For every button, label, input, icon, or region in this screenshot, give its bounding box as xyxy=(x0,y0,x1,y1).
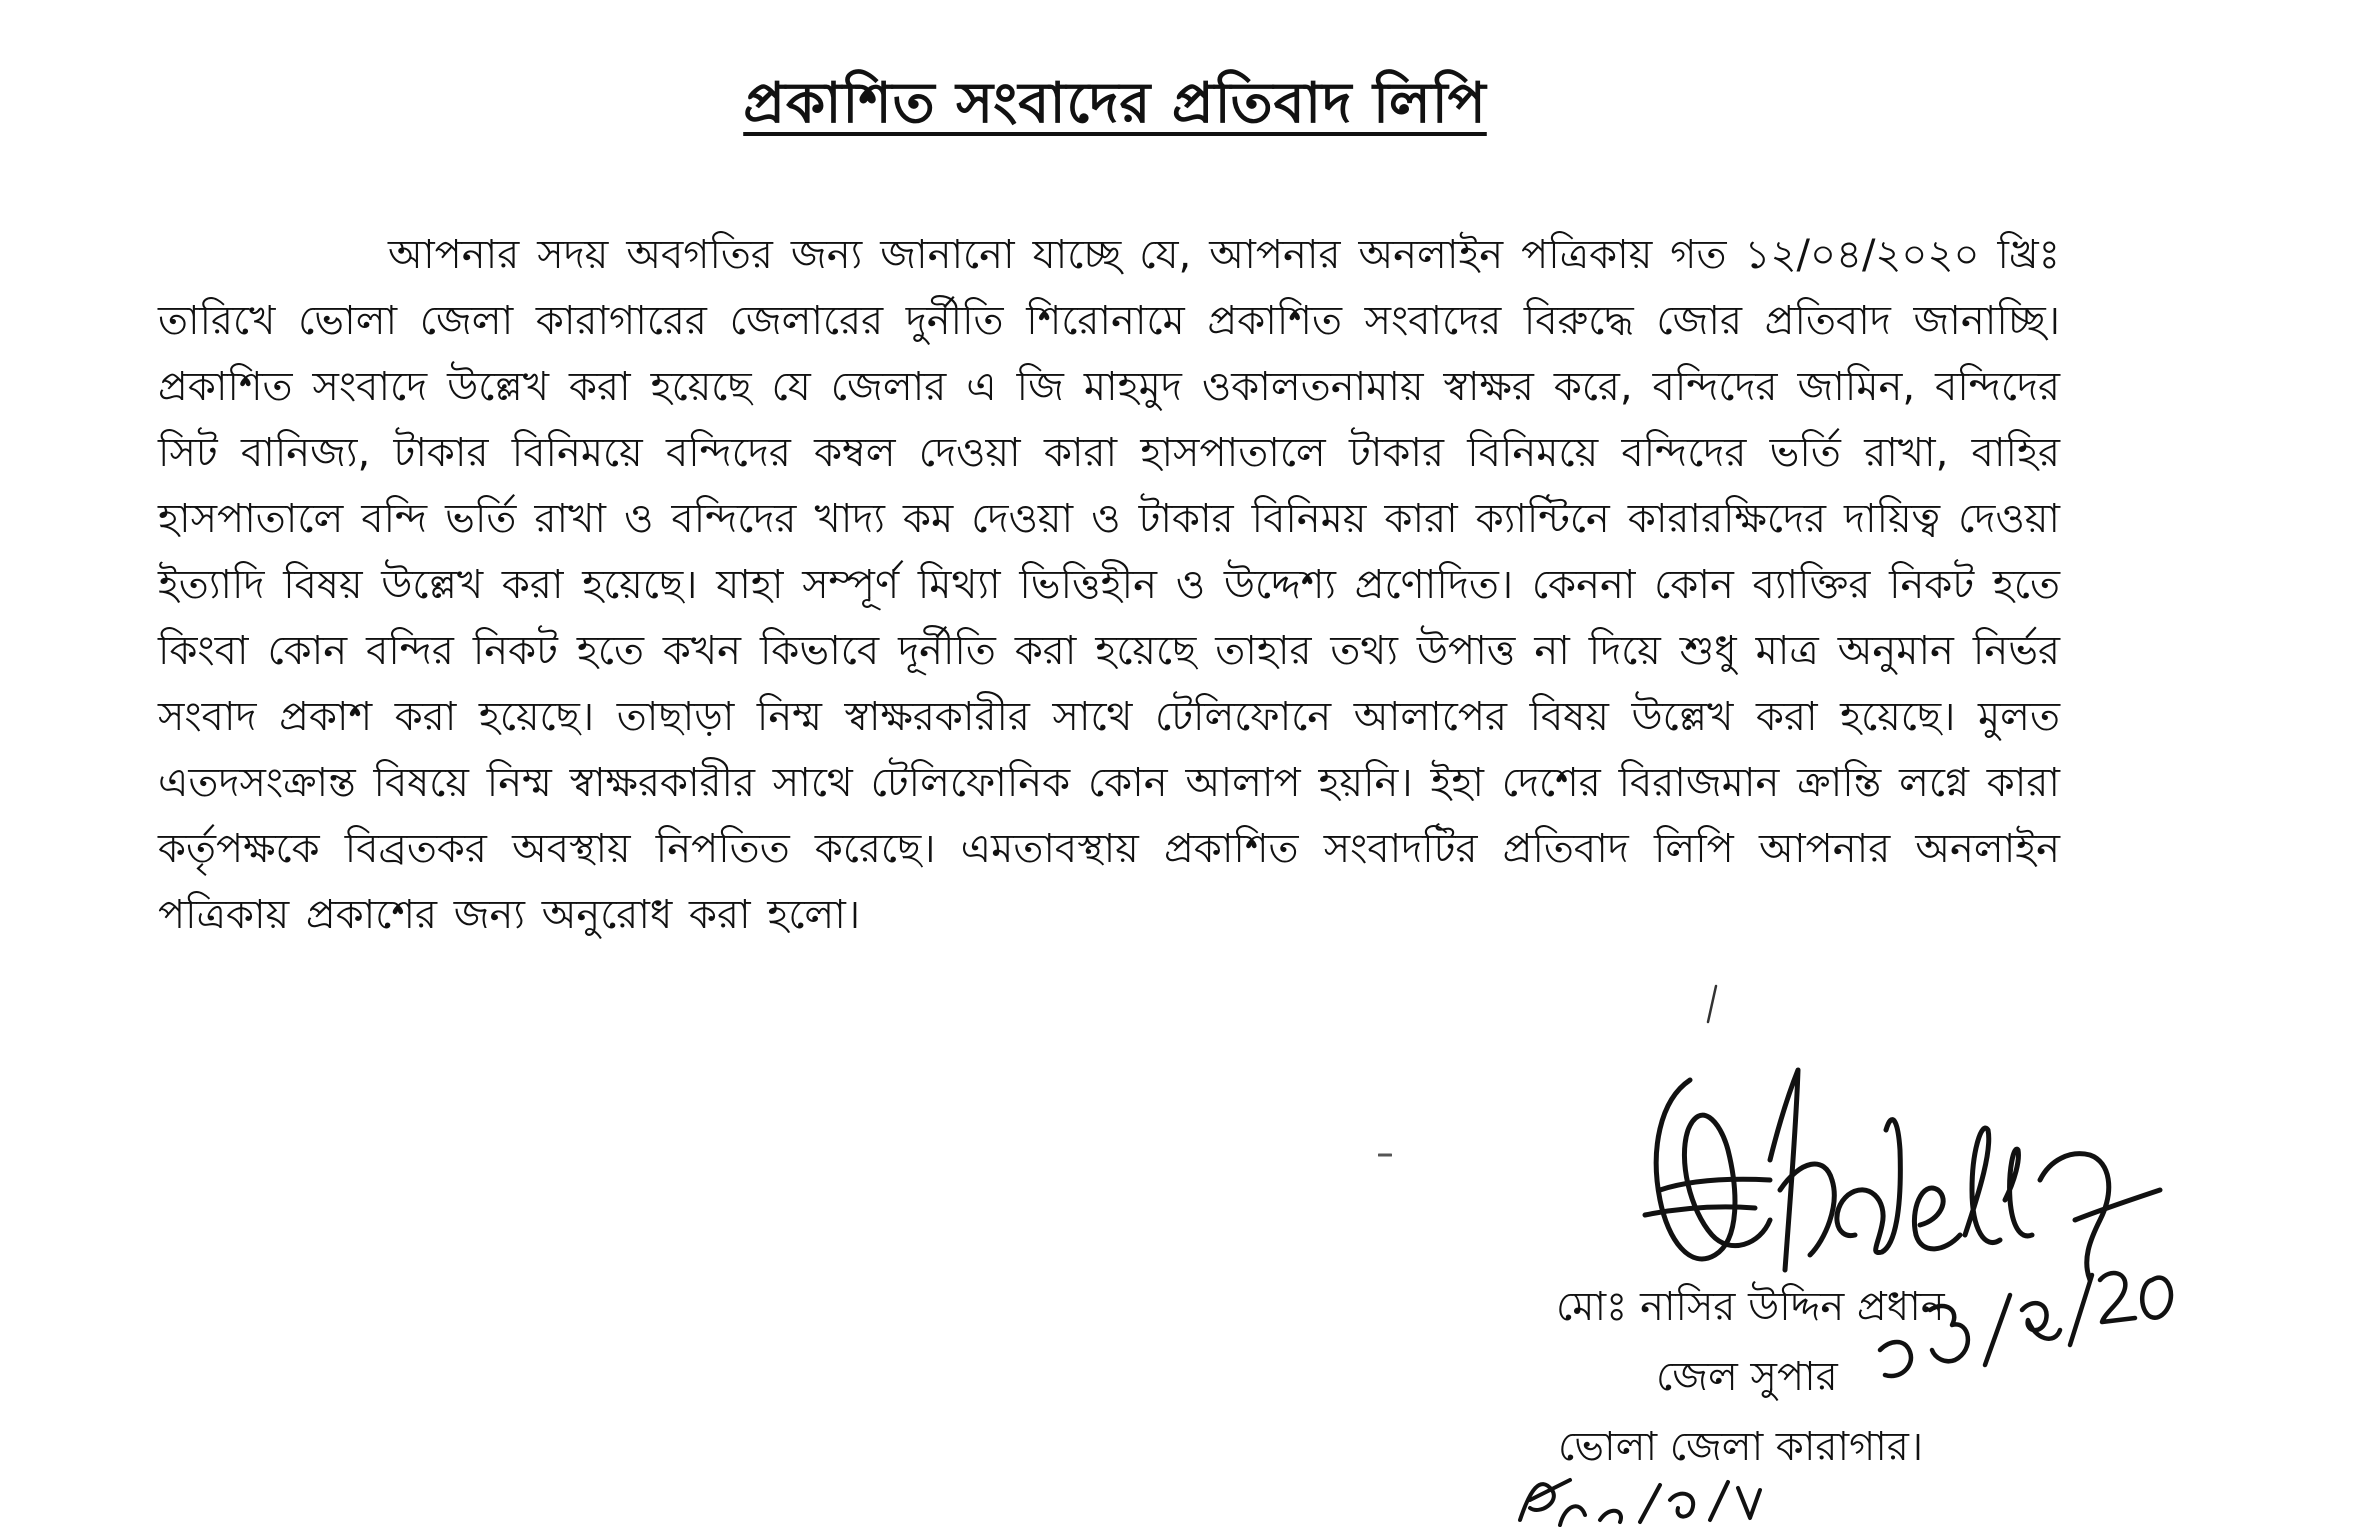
initial-scribble xyxy=(1510,1430,1770,1528)
letter-heading-text: প্রকাশিত সংবাদের প্রতিবাদ লিপি xyxy=(743,71,1487,136)
stray-tick-mark xyxy=(1702,984,1722,1024)
ink-speck xyxy=(1378,1152,1392,1158)
signatory-designation: জেল সুপার xyxy=(1656,1354,1838,1400)
signatory-office: ভোলা জেলা কারাগার। xyxy=(1558,1424,1924,1470)
letter-body-paragraph: আপনার সদয় অবগতির জন্য জানানো যাচ্ছে যে, আপনার অনলাইন পত্রিকায় গত ১২/০৪/২০২০ খ্রিঃ তারিখে ভোলা জেলা কারাগারের জেলারের দুর্নীতি শিরোনামে প্রকাশিত সংবাদের বিরুদ্ধে জোর প্রতিবাদ জানাচ্ছি। প্রকাশিত সংবাদে উল্লেখ করা হয়েছে যে জেলার এ জি মাহমুদ ওকালতনামায় স্বাক্ষর করে, বন্দিদের জামিন, বন্দিদের সিট বানিজ্য, টাকার বিনিময়ে বন্দিদের কম্বল দেওয়া কারা হাসপাতালে টাকার বিনিময়ে বন্দিদের ভর্তি রাখা, বাহির হাসপাতালে বন্দি ভর্তি রাখা ও বন্দিদের খাদ্য কম দেওয়া ও টাকার বিনিময় কারা ক্যান্টিনে কারারক্ষিদের দায়িত্ব দেওয়া ইত্যাদি বিষয় উল্লেখ করা হয়েছে। যাহা সম্পূর্ণ মিথ্যা ভিত্তিহীন ও উদ্দেশ্য প্রণোদিত। কেননা কোন ব্যাক্তির নিকট হতে কিংবা কোন বন্দির নিকট হতে কখন কিভাবে দূর্নীতি করা হয়েছে তাহার তথ্য উপাত্ত না দিয়ে শুধু মাত্র অনুমান নির্ভর সংবাদ প্রকাশ করা হয়েছে। তাছাড়া নিম্ম স্বাক্ষরকারীর সাথে টেলিফোনে আলাপের বিষয় উল্লেখ করা হয়েছে। মুলত এতদসংক্রান্ত বিষয়ে নিম্ম স্বাক্ষরকারীর সাথে টেলিফোনিক কোন আলাপ হয়নি। ইহা দেশের বিরাজমান ক্রান্তি লগ্নে কারা কর্তৃপক্ষকে বিব্রতকর অবস্থায় নিপতিত করেছে। এমতাবস্থায় প্রকাশিত সংবাদটির প্রতিবাদ লিপি আপনার অনলাইন পত্রিকায় প্রকাশের জন্য অনুরোধ করা হলো। xyxy=(158,232,2060,938)
letter-heading xyxy=(0,60,2230,154)
signatory-name: মোঃ নাসির উদ্দিন প্রধান xyxy=(1556,1284,1945,1330)
